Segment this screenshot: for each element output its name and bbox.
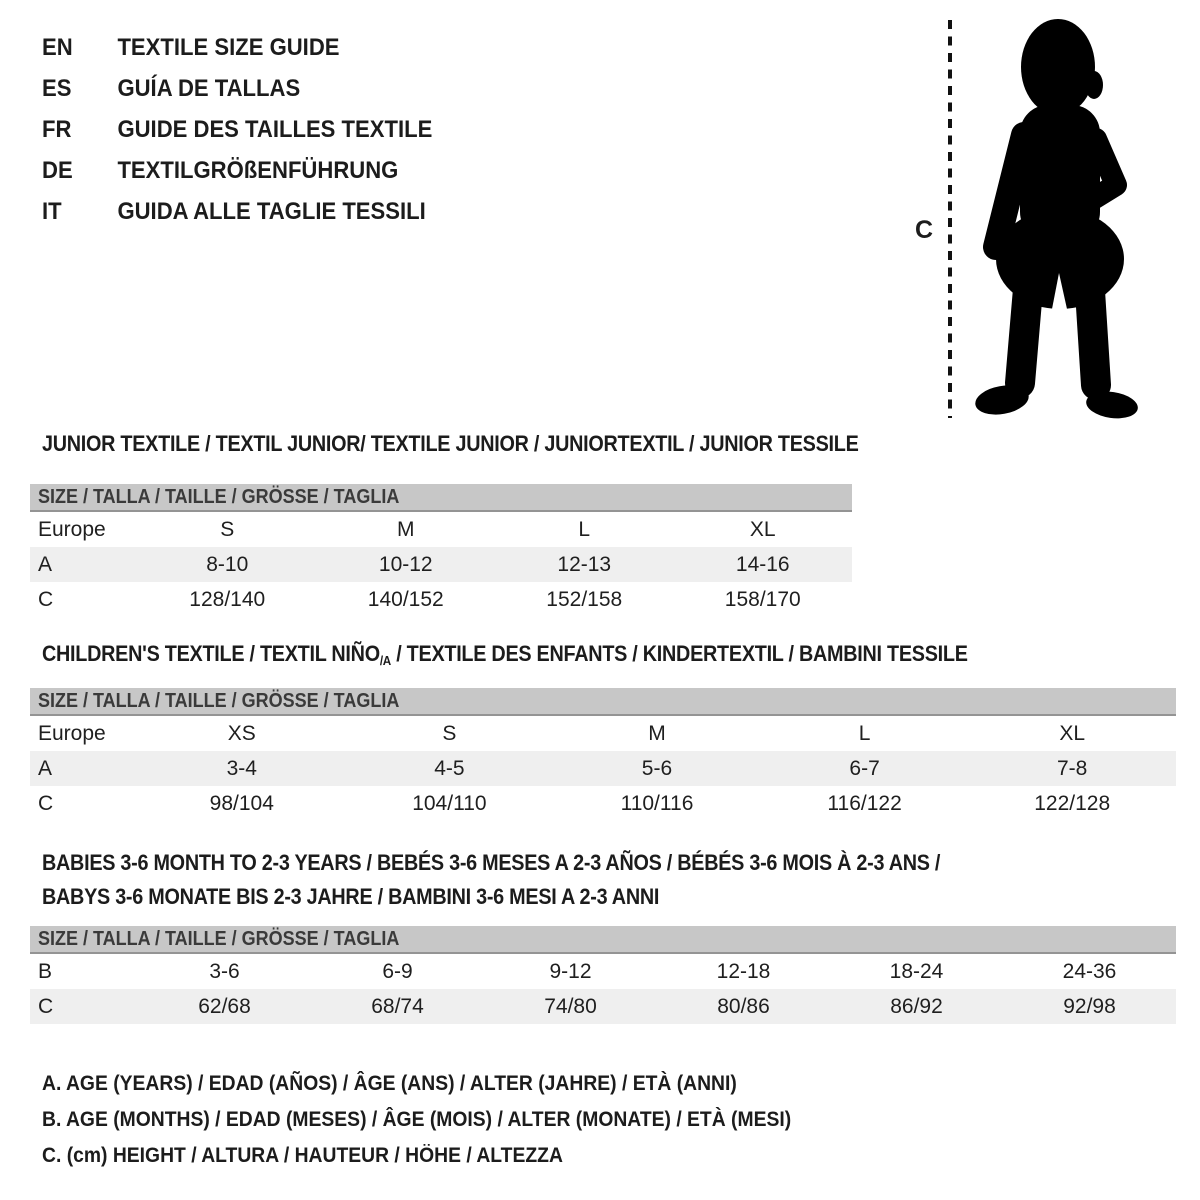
table-row-europe [30,716,1176,751]
language-row-fr [42,116,432,144]
size-cell: S [220,517,235,541]
row-label: Europe [38,517,106,541]
age-cell: 5-6 [641,756,673,780]
size-cell: XL [749,517,776,541]
height-cell: 116/122 [827,791,902,815]
language-code: DE [42,157,73,184]
age-cell: 10-12 [378,552,433,576]
babies-size-table [30,926,1176,1024]
months-cell: 9-12 [549,959,592,983]
measurement-legend [42,1072,856,1180]
age-cell: 7-8 [1057,756,1088,780]
section-title-children-main: CHILDREN'S TEXTILE / TEXTIL NIÑO [42,641,380,666]
table-header-label: SIZE / TALLA / TAILLE / GRÖSSE / TAGLIA [38,927,400,950]
age-cell: 6-7 [849,756,880,780]
size-cell: M [397,517,415,541]
table-row-europe [30,512,852,547]
size-cell: M [648,721,666,745]
row-label: A [38,552,53,576]
guide-title-it: GUIDA ALLE TAGLIE TESSILI [117,198,426,225]
height-cell: 140/152 [367,587,444,611]
guide-title-es: GUÍA DE TALLAS [117,75,301,102]
language-code: IT [42,198,62,225]
legend-height-cm: C. (cm) HEIGHT / ALTURA / HAUTEUR / HÖHE / ALTEZZA [42,1144,563,1167]
table-header-bar [30,688,1176,716]
row-label: B [38,959,53,983]
guide-title-en: TEXTILE SIZE GUIDE [117,34,340,61]
height-cell: 110/116 [620,791,694,815]
months-cell: 12-18 [716,959,771,983]
height-cell: 152/158 [546,587,623,611]
height-cell: 128/140 [189,587,266,611]
silhouette-ear [1085,71,1103,99]
language-row-it [42,198,432,226]
guide-title-fr: GUIDE DES TAILLES TEXTILE [117,116,433,143]
table-row-height [30,582,852,617]
height-cell: 80/86 [717,994,770,1018]
age-cell: 12-13 [557,552,612,576]
table-row-height [30,786,1176,821]
toddler-height-figure [900,14,1150,424]
age-cell: 14-16 [735,552,790,576]
table-row-months [30,954,1176,989]
table-row-height [30,989,1176,1024]
height-cell: 92/98 [1063,994,1116,1018]
row-label: A [38,756,53,780]
size-cell: S [442,721,457,745]
height-cell: 122/128 [1034,791,1111,815]
height-cell: 62/68 [198,994,251,1018]
age-cell: 4-5 [434,756,465,780]
size-cell: XL [1059,721,1086,745]
toddler-silhouette-icon [973,19,1140,421]
children-size-table [30,688,1176,821]
silhouette-left-leg [1020,289,1028,383]
row-label: C [38,994,54,1018]
section-title-junior: JUNIOR TEXTILE / TEXTIL JUNIOR/ TEXTILE JUNIOR / JUNIORTEXTIL / JUNIOR TESSILE [42,431,859,456]
language-row-de [42,157,432,185]
language-row-en [42,34,432,62]
table-row-age [30,751,1176,786]
height-measure-label: C [915,216,934,244]
row-label: C [38,791,54,815]
language-code: EN [42,34,73,61]
language-list [42,34,466,226]
table-header-label: SIZE / TALLA / TAILLE / GRÖSSE / TAGLIA [38,485,400,508]
language-code: FR [42,116,72,143]
age-cell: 8-10 [206,552,249,576]
table-header-bar [30,484,852,512]
months-cell: 24-36 [1062,959,1117,983]
guide-title-de: TEXTILGRÖßENFÜHRUNG [117,157,399,184]
silhouette-right-leg [1090,291,1096,385]
table-header-bar [30,926,1176,954]
section-title-babies-line2: BABYS 3-6 MONATE BIS 2-3 JAHRE / BAMBINI 3-6 MESI A 2-3 ANNI [42,884,660,909]
section-title-babies-line1: BABIES 3-6 MONTH TO 2-3 YEARS / BEBÉS 3-6 MESES A 2-3 AÑOS / BÉBÉS 3-6 MOIS À 2-3 ANS / [42,850,941,875]
silhouette-head [1021,19,1095,115]
size-cell: XS [227,721,256,745]
language-row-es [42,75,432,103]
height-cell: 74/80 [544,994,597,1018]
height-cell: 86/92 [890,994,943,1018]
size-cell: L [858,721,871,745]
height-cell: 104/110 [412,791,487,815]
height-cell: 158/170 [724,587,801,611]
height-cell: 98/104 [209,791,274,815]
months-cell: 18-24 [889,959,944,983]
legend-age-years: A. AGE (YEARS) / EDAD (AÑOS) / ÂGE (ANS) / ALTER (JAHRE) / ETÀ (ANNI) [42,1072,737,1095]
months-cell: 6-9 [382,959,413,983]
table-row-age [30,547,852,582]
size-cell: L [578,517,591,541]
age-cell: 3-4 [226,756,257,780]
language-code: ES [42,75,72,102]
table-header-label: SIZE / TALLA / TAILLE / GRÖSSE / TAGLIA [38,689,400,712]
section-title-children [42,641,968,667]
months-cell: 3-6 [209,959,240,983]
section-title-children-sub: /A [379,653,391,668]
row-label: Europe [38,721,106,745]
junior-size-table [30,484,852,617]
row-label: C [38,587,54,611]
section-title-children-rest: / TEXTILE DES ENFANTS / KINDERTEXTIL / BAMBINI TESSILE [390,641,968,666]
legend-age-months: B. AGE (MONTHS) / EDAD (MESES) / ÂGE (MOIS) / ALTER (MONATE) / ETÀ (MESI) [42,1108,792,1131]
height-cell: 68/74 [371,994,424,1018]
